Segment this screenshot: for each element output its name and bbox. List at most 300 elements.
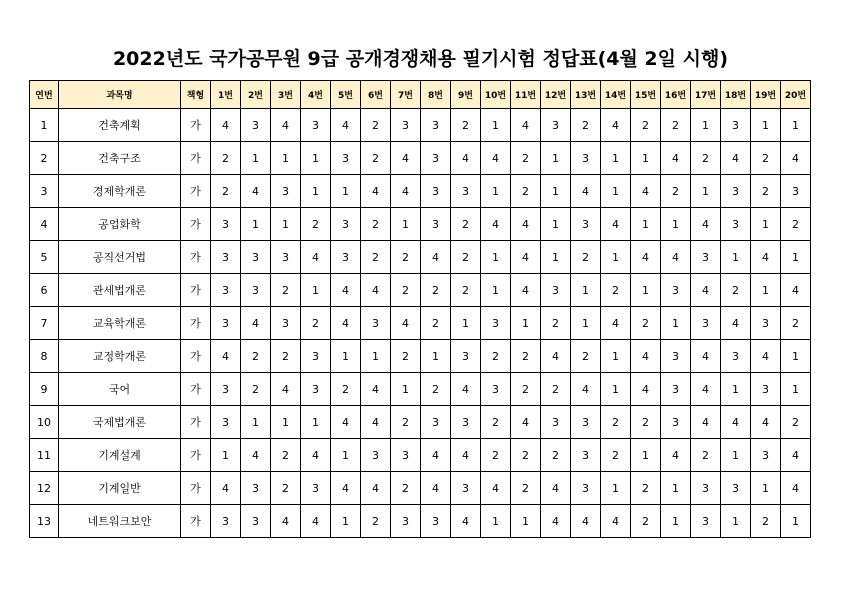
table-row [30, 175, 811, 208]
answer-cell: 4 [571, 175, 601, 208]
answer-cell: 4 [391, 307, 421, 340]
answer-cell: 2 [601, 274, 631, 307]
header-question: 11번 [511, 81, 541, 109]
answer-cell: 2 [661, 175, 691, 208]
answer-cell: 3 [241, 274, 271, 307]
answer-cell: 2 [391, 274, 421, 307]
answer-cell: 1 [721, 505, 751, 538]
row-subject: 건축계획 [59, 109, 181, 142]
answer-cell: 2 [451, 109, 481, 142]
answer-cell: 3 [361, 307, 391, 340]
row-seq: 3 [30, 175, 59, 208]
answer-cell: 4 [211, 109, 241, 142]
answer-cell: 4 [361, 175, 391, 208]
answer-cell: 2 [781, 208, 811, 241]
row-booklet: 가 [181, 208, 211, 241]
answer-cell: 2 [571, 241, 601, 274]
answer-cell: 4 [361, 472, 391, 505]
answer-cell: 2 [271, 340, 301, 373]
answer-cell: 3 [211, 373, 241, 406]
answer-cell: 2 [691, 439, 721, 472]
answer-cell: 2 [571, 109, 601, 142]
answer-cell: 4 [691, 373, 721, 406]
answer-cell: 4 [601, 109, 631, 142]
answer-cell: 2 [391, 406, 421, 439]
answer-cell: 2 [631, 472, 661, 505]
row-subject: 건축구조 [59, 142, 181, 175]
answer-cell: 2 [511, 439, 541, 472]
answer-cell: 3 [691, 307, 721, 340]
answer-cell: 1 [781, 340, 811, 373]
answer-cell: 2 [421, 307, 451, 340]
answer-cell: 1 [601, 373, 631, 406]
answer-cell: 1 [781, 373, 811, 406]
answer-cell: 4 [721, 142, 751, 175]
answer-cell: 4 [691, 406, 721, 439]
row-booklet: 가 [181, 274, 211, 307]
answer-cell: 4 [331, 109, 361, 142]
answer-cell: 4 [271, 373, 301, 406]
answer-cell: 2 [751, 175, 781, 208]
answer-cell: 4 [241, 439, 271, 472]
answer-cell: 3 [241, 109, 271, 142]
row-booklet: 가 [181, 142, 211, 175]
answer-cell: 3 [481, 373, 511, 406]
answer-cell: 3 [391, 505, 421, 538]
answer-cell: 3 [661, 373, 691, 406]
answer-cell: 1 [541, 175, 571, 208]
answer-cell: 4 [781, 274, 811, 307]
answer-cell: 4 [511, 274, 541, 307]
row-subject: 경제학개론 [59, 175, 181, 208]
answer-cell: 4 [481, 142, 511, 175]
answer-cell: 4 [661, 241, 691, 274]
answer-cell: 1 [631, 142, 661, 175]
answer-cell: 2 [451, 208, 481, 241]
answer-cell: 3 [781, 175, 811, 208]
answer-cell: 4 [511, 241, 541, 274]
answer-cell: 2 [781, 307, 811, 340]
answer-cell: 1 [301, 175, 331, 208]
answer-cell: 3 [241, 241, 271, 274]
table-row [30, 274, 811, 307]
answer-cell: 1 [331, 505, 361, 538]
answer-cell: 1 [301, 406, 331, 439]
answer-cell: 4 [781, 472, 811, 505]
row-seq: 9 [30, 373, 59, 406]
row-booklet: 가 [181, 175, 211, 208]
answer-cell: 1 [751, 109, 781, 142]
answer-cell: 3 [721, 208, 751, 241]
row-booklet: 가 [181, 307, 211, 340]
header-question: 4번 [301, 81, 331, 109]
row-booklet: 가 [181, 241, 211, 274]
header-question: 17번 [691, 81, 721, 109]
answer-cell: 2 [691, 142, 721, 175]
answer-cell: 1 [481, 175, 511, 208]
answer-cell: 1 [331, 340, 361, 373]
answer-cell: 1 [541, 142, 571, 175]
row-booklet: 가 [181, 505, 211, 538]
answer-cell: 4 [601, 505, 631, 538]
answer-cell: 2 [511, 340, 541, 373]
answer-cell: 3 [721, 109, 751, 142]
answer-cell: 2 [541, 439, 571, 472]
answer-cell: 1 [481, 109, 511, 142]
answer-cell: 3 [301, 472, 331, 505]
row-booklet: 가 [181, 439, 211, 472]
answer-cell: 3 [271, 307, 301, 340]
answer-cell: 2 [301, 307, 331, 340]
row-seq: 6 [30, 274, 59, 307]
header-question: 12번 [541, 81, 571, 109]
answer-cell: 2 [421, 373, 451, 406]
answer-cell: 1 [601, 472, 631, 505]
answer-cell: 1 [481, 505, 511, 538]
header-question: 15번 [631, 81, 661, 109]
answer-cell: 1 [691, 175, 721, 208]
header-question: 2번 [241, 81, 271, 109]
answer-cell: 2 [361, 241, 391, 274]
answer-cell: 3 [451, 406, 481, 439]
header-subject: 과목명 [59, 81, 181, 109]
row-seq: 10 [30, 406, 59, 439]
answer-cell: 4 [451, 373, 481, 406]
answer-cell: 2 [481, 406, 511, 439]
answer-cell: 1 [271, 142, 301, 175]
answer-cell: 1 [751, 274, 781, 307]
answer-cell: 2 [361, 208, 391, 241]
answer-cell: 4 [331, 472, 361, 505]
answer-cell: 4 [661, 439, 691, 472]
answer-cell: 4 [301, 439, 331, 472]
answer-cell: 1 [331, 175, 361, 208]
header-question: 1번 [211, 81, 241, 109]
answer-cell: 2 [391, 340, 421, 373]
row-subject: 기계설계 [59, 439, 181, 472]
header-question: 6번 [361, 81, 391, 109]
answer-cell: 4 [211, 472, 241, 505]
answer-cell: 2 [631, 109, 661, 142]
answer-cell: 1 [241, 406, 271, 439]
answer-cell: 3 [331, 241, 361, 274]
answer-cell: 3 [301, 340, 331, 373]
answer-cell: 3 [661, 274, 691, 307]
answer-cell: 4 [361, 274, 391, 307]
row-seq: 2 [30, 142, 59, 175]
answer-cell: 1 [391, 208, 421, 241]
row-subject: 네트워크보안 [59, 505, 181, 538]
answer-cell: 1 [511, 505, 541, 538]
row-seq: 1 [30, 109, 59, 142]
header-question: 3번 [271, 81, 301, 109]
answer-cell: 3 [421, 208, 451, 241]
table-body [30, 109, 811, 538]
table-header-row [30, 81, 811, 109]
header-question: 10번 [481, 81, 511, 109]
answer-cell: 3 [481, 307, 511, 340]
answer-cell: 1 [451, 307, 481, 340]
answer-cell: 3 [361, 439, 391, 472]
answer-cell: 3 [421, 175, 451, 208]
answer-cell: 1 [601, 142, 631, 175]
table-row [30, 472, 811, 505]
answer-cell: 1 [331, 439, 361, 472]
answer-cell: 1 [511, 307, 541, 340]
answer-cell: 2 [271, 439, 301, 472]
answer-cell: 2 [241, 340, 271, 373]
row-booklet: 가 [181, 373, 211, 406]
table-row [30, 109, 811, 142]
answer-cell: 3 [541, 406, 571, 439]
answer-cell: 1 [631, 439, 661, 472]
answer-cell: 3 [751, 439, 781, 472]
answer-cell: 1 [301, 274, 331, 307]
table-row [30, 406, 811, 439]
answer-cell: 1 [721, 373, 751, 406]
answer-cell: 2 [631, 505, 661, 538]
answer-cell: 3 [211, 406, 241, 439]
answer-cell: 4 [481, 208, 511, 241]
answer-cell: 3 [301, 109, 331, 142]
answer-cell: 4 [691, 340, 721, 373]
answer-cell: 3 [691, 241, 721, 274]
answer-cell: 4 [481, 472, 511, 505]
answer-cell: 1 [781, 505, 811, 538]
answer-cell: 2 [571, 340, 601, 373]
table-row [30, 373, 811, 406]
answer-cell: 1 [751, 208, 781, 241]
answer-cell: 3 [691, 472, 721, 505]
answer-cell: 2 [271, 472, 301, 505]
answer-cell: 2 [781, 406, 811, 439]
answer-cell: 2 [301, 208, 331, 241]
answer-cell: 3 [571, 208, 601, 241]
header-question: 7번 [391, 81, 421, 109]
answer-cell: 2 [361, 109, 391, 142]
answer-cell: 3 [211, 307, 241, 340]
header-booklet: 책형 [181, 81, 211, 109]
answer-cell: 1 [271, 406, 301, 439]
answer-cell: 2 [331, 373, 361, 406]
answer-cell: 3 [541, 274, 571, 307]
answer-cell: 1 [631, 274, 661, 307]
answer-cell: 4 [661, 142, 691, 175]
answer-cell: 3 [331, 142, 361, 175]
answer-cell: 4 [541, 472, 571, 505]
row-booklet: 가 [181, 406, 211, 439]
answer-cell: 3 [241, 472, 271, 505]
answer-cell: 4 [721, 406, 751, 439]
row-seq: 5 [30, 241, 59, 274]
answer-cell: 1 [631, 208, 661, 241]
row-seq: 7 [30, 307, 59, 340]
answer-cell: 1 [541, 241, 571, 274]
answer-cell: 2 [421, 274, 451, 307]
row-subject: 교정학개론 [59, 340, 181, 373]
answer-cell: 3 [211, 274, 241, 307]
answer-cell: 2 [451, 274, 481, 307]
answer-cell: 3 [721, 340, 751, 373]
row-subject: 공업화학 [59, 208, 181, 241]
answer-cell: 2 [511, 142, 541, 175]
answer-cell: 1 [241, 208, 271, 241]
header-seq: 연번 [30, 81, 59, 109]
answer-cell: 3 [391, 109, 421, 142]
answer-cell: 3 [571, 142, 601, 175]
answer-cell: 4 [511, 208, 541, 241]
answer-cell: 2 [481, 439, 511, 472]
answer-cell: 3 [421, 505, 451, 538]
answer-cell: 1 [661, 307, 691, 340]
answer-cell: 4 [751, 406, 781, 439]
header-question: 20번 [781, 81, 811, 109]
table-row [30, 439, 811, 472]
answer-cell: 1 [721, 439, 751, 472]
answer-cell: 3 [571, 406, 601, 439]
answer-cell: 1 [301, 142, 331, 175]
answer-cell: 4 [241, 175, 271, 208]
answer-cell: 4 [451, 505, 481, 538]
answer-cell: 3 [421, 406, 451, 439]
header-question: 14번 [601, 81, 631, 109]
answer-cell: 1 [601, 340, 631, 373]
answer-cell: 3 [751, 373, 781, 406]
row-subject: 공직선거법 [59, 241, 181, 274]
answer-cell: 4 [541, 505, 571, 538]
table-row [30, 208, 811, 241]
answer-cell: 3 [391, 439, 421, 472]
answer-cell: 2 [601, 406, 631, 439]
answer-cell: 4 [211, 340, 241, 373]
answer-cell: 4 [571, 373, 601, 406]
answer-cell: 4 [691, 208, 721, 241]
answer-cell: 4 [271, 109, 301, 142]
answer-cell: 3 [451, 175, 481, 208]
answer-cell: 2 [361, 142, 391, 175]
row-seq: 12 [30, 472, 59, 505]
answer-cell: 3 [421, 142, 451, 175]
table-row [30, 142, 811, 175]
answer-cell: 1 [781, 109, 811, 142]
answer-cell: 4 [721, 307, 751, 340]
answer-cell: 4 [421, 439, 451, 472]
answer-cell: 2 [631, 406, 661, 439]
table-row [30, 307, 811, 340]
row-seq: 11 [30, 439, 59, 472]
answer-cell: 2 [541, 307, 571, 340]
answer-cell: 4 [751, 241, 781, 274]
answer-cell: 4 [451, 142, 481, 175]
answer-table [29, 80, 811, 538]
answer-cell: 4 [511, 109, 541, 142]
answer-cell: 1 [481, 274, 511, 307]
answer-cell: 2 [601, 439, 631, 472]
answer-cell: 4 [751, 340, 781, 373]
answer-cell: 1 [241, 142, 271, 175]
answer-cell: 4 [391, 142, 421, 175]
answer-cell: 4 [391, 175, 421, 208]
answer-cell: 4 [301, 505, 331, 538]
answer-cell: 1 [421, 340, 451, 373]
answer-cell: 1 [571, 307, 601, 340]
answer-cell: 2 [721, 274, 751, 307]
header-question: 9번 [451, 81, 481, 109]
answer-cell: 1 [691, 109, 721, 142]
row-subject: 국제법개론 [59, 406, 181, 439]
answer-cell: 1 [751, 472, 781, 505]
answer-cell: 3 [211, 208, 241, 241]
answer-cell: 4 [781, 142, 811, 175]
answer-cell: 2 [511, 472, 541, 505]
answer-cell: 1 [481, 241, 511, 274]
answer-cell: 2 [541, 373, 571, 406]
answer-cell: 3 [751, 307, 781, 340]
answer-cell: 1 [781, 241, 811, 274]
answer-cell: 2 [631, 307, 661, 340]
answer-cell: 4 [301, 241, 331, 274]
answer-cell: 4 [361, 406, 391, 439]
row-subject: 교육학개론 [59, 307, 181, 340]
answer-cell: 1 [721, 241, 751, 274]
row-seq: 4 [30, 208, 59, 241]
answer-cell: 4 [331, 307, 361, 340]
answer-cell: 4 [571, 505, 601, 538]
page-title: 2022년도 국가공무원 9급 공개경쟁채용 필기시험 정답표(4월 2일 시행) [112, 48, 729, 70]
answer-cell: 1 [601, 241, 631, 274]
answer-cell: 2 [511, 373, 541, 406]
answer-cell: 4 [601, 208, 631, 241]
answer-cell: 3 [301, 373, 331, 406]
row-seq: 8 [30, 340, 59, 373]
header-question: 18번 [721, 81, 751, 109]
answer-cell: 4 [241, 307, 271, 340]
header-question: 16번 [661, 81, 691, 109]
answer-cell: 3 [721, 472, 751, 505]
answer-cell: 3 [241, 505, 271, 538]
answer-cell: 4 [541, 340, 571, 373]
header-question: 5번 [331, 81, 361, 109]
answer-cell: 3 [661, 340, 691, 373]
row-subject: 관세법개론 [59, 274, 181, 307]
answer-cell: 1 [571, 274, 601, 307]
answer-cell: 1 [661, 208, 691, 241]
table-row [30, 241, 811, 274]
answer-cell: 3 [571, 439, 601, 472]
answer-cell: 2 [211, 142, 241, 175]
answer-cell: 2 [661, 109, 691, 142]
answer-cell: 4 [631, 340, 661, 373]
answer-cell: 2 [391, 241, 421, 274]
answer-cell: 3 [271, 175, 301, 208]
table-row [30, 505, 811, 538]
answer-cell: 4 [511, 406, 541, 439]
answer-cell: 2 [511, 175, 541, 208]
answer-cell: 4 [631, 373, 661, 406]
answer-cell: 2 [751, 142, 781, 175]
answer-cell: 1 [211, 439, 241, 472]
row-booklet: 가 [181, 109, 211, 142]
header-question: 8번 [421, 81, 451, 109]
row-seq: 13 [30, 505, 59, 538]
answer-cell: 4 [691, 274, 721, 307]
answer-cell: 3 [331, 208, 361, 241]
answer-cell: 4 [631, 241, 661, 274]
answer-cell: 1 [661, 505, 691, 538]
answer-cell: 2 [391, 472, 421, 505]
answer-cell: 2 [451, 241, 481, 274]
answer-cell: 4 [421, 472, 451, 505]
